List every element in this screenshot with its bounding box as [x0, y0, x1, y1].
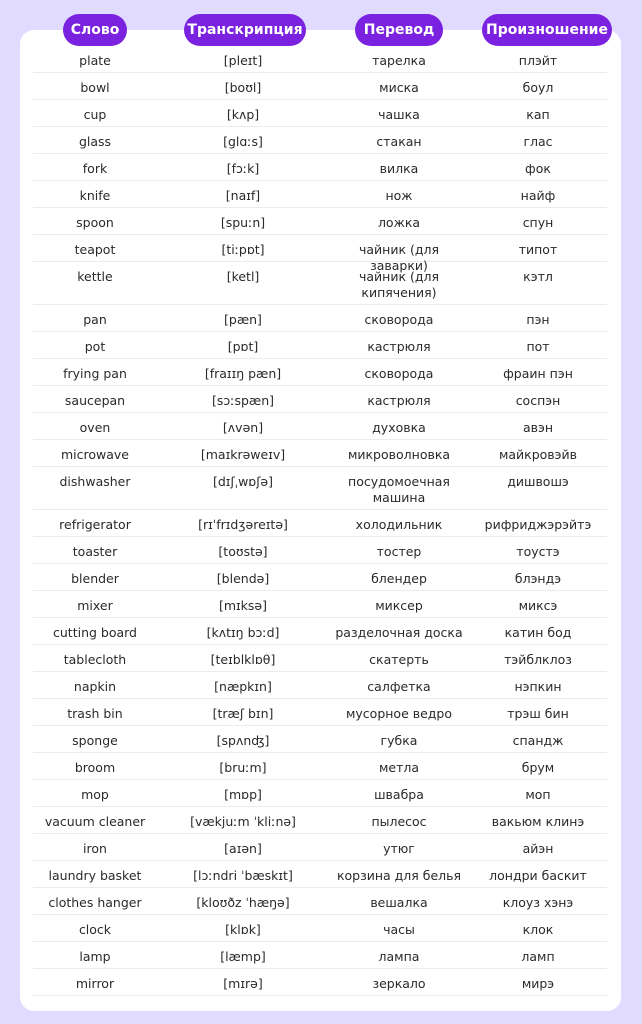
cell-transcription: [sɔːspæn] [212, 393, 274, 408]
column-header-word: Слово [63, 14, 127, 46]
cell-translation: кастрюля [367, 339, 431, 354]
table-row [33, 208, 607, 235]
cell-translation: вилка [379, 161, 419, 176]
cell-pronunciation: миксэ [518, 598, 558, 613]
cell-translation: лампа [378, 949, 420, 964]
cell-pronunciation: кап [526, 107, 550, 122]
cell-translation: корзина для белья [336, 868, 462, 883]
cell-transcription: [mɒp] [224, 787, 262, 802]
table-row [33, 467, 607, 510]
cell-translation: посудомоечная машина [348, 474, 450, 505]
table-row [33, 564, 607, 591]
cell-pronunciation: пэн [526, 312, 550, 327]
cell-translation: сковорода [364, 366, 434, 381]
cell-pronunciation: нэпкин [514, 679, 562, 694]
cell-word: refrigerator [59, 517, 131, 532]
cell-pronunciation: типот [518, 242, 558, 257]
cell-word: mirror [75, 976, 115, 991]
cell-pronunciation: авэн [522, 420, 554, 435]
table-row [33, 807, 607, 834]
cell-pronunciation: ламп [521, 949, 555, 964]
table-row [33, 440, 607, 467]
cell-translation: кастрюля [367, 393, 431, 408]
table-row [33, 386, 607, 413]
cell-word: toaster [72, 544, 118, 559]
cell-pronunciation: фок [525, 161, 551, 176]
cell-transcription: [rɪˈfrɪdʒəreɪtə] [198, 517, 288, 532]
cell-pronunciation: фраин пэн [503, 366, 573, 381]
cell-word: dishwasher [59, 474, 131, 489]
cell-transcription: [mɪrə] [223, 976, 263, 991]
cell-transcription: [teɪblklɒθ] [210, 652, 276, 667]
cell-word: cutting board [53, 625, 137, 640]
cell-word: knife [79, 188, 111, 203]
cell-translation: нож [385, 188, 413, 203]
cell-pronunciation: плэйт [518, 53, 558, 68]
cell-pronunciation: глас [523, 134, 553, 149]
cell-word: frying pan [63, 366, 127, 381]
cell-translation: утюг [383, 841, 415, 856]
vocabulary-table [33, 46, 607, 996]
cell-word: trash bin [67, 706, 123, 721]
table-row [33, 726, 607, 753]
cell-transcription: [tiːpɒt] [221, 242, 265, 257]
cell-word: laundry basket [48, 868, 142, 883]
table-row [33, 305, 607, 332]
cell-pronunciation: тоустэ [516, 544, 560, 559]
cell-translation: блендер [371, 571, 427, 586]
cell-translation: метла [378, 760, 420, 775]
cell-transcription: [spuːn] [220, 215, 266, 230]
cell-pronunciation: майкровэйв [498, 447, 578, 462]
cell-word: plate [79, 53, 111, 68]
cell-translation: холодильник [355, 517, 443, 532]
cell-pronunciation: рифриджэрэйтэ [484, 517, 592, 532]
cell-word: clock [78, 922, 112, 937]
cell-transcription: [kʌtɪŋ bɔːd] [206, 625, 280, 640]
column-header-transcription: Транскрипция [184, 14, 306, 46]
cell-transcription: [lɔːndri ˈbæskɪt] [193, 868, 293, 883]
cell-word: clothes hanger [48, 895, 142, 910]
cell-pronunciation: спандж [512, 733, 564, 748]
cell-transcription: [maɪkrəweɪv] [200, 447, 286, 462]
cell-translation: чайник (для заварки) [358, 242, 440, 273]
table-row [33, 969, 607, 996]
table-row [33, 154, 607, 181]
table-row [33, 915, 607, 942]
cell-translation: ложка [377, 215, 421, 230]
cell-pronunciation: клок [522, 922, 554, 937]
cell-pronunciation: соспэн [515, 393, 561, 408]
cell-word: kettle [77, 269, 113, 284]
cell-transcription: [pleɪt] [223, 53, 263, 68]
cell-word: mop [81, 787, 109, 802]
cell-translation: тарелка [372, 53, 426, 68]
table-row [33, 235, 607, 273]
cell-transcription: [læmp] [220, 949, 266, 964]
cell-pronunciation: блэндэ [514, 571, 562, 586]
cell-transcription: [glɑːs] [223, 134, 263, 149]
table-row [33, 699, 607, 726]
cell-pronunciation: тэйблклоз [504, 652, 572, 667]
cell-transcription: [pɒt] [227, 339, 259, 354]
cell-transcription: [bruːm] [219, 760, 267, 775]
cell-transcription: [pæn] [224, 312, 262, 327]
cell-transcription: [kloʊðz ˈhæŋə] [196, 895, 290, 910]
table-row [33, 618, 607, 645]
cell-word: broom [74, 760, 116, 775]
cell-translation: мусорное ведро [345, 706, 453, 721]
cell-pronunciation: клоуз хэнэ [502, 895, 574, 910]
cell-transcription: [fraɪɪŋ pæn] [204, 366, 282, 381]
cell-pronunciation: моп [525, 787, 551, 802]
cell-translation: часы [383, 922, 415, 937]
cell-word: mixer [77, 598, 113, 613]
table-row [33, 537, 607, 564]
cell-pronunciation: пот [526, 339, 550, 354]
cell-translation: миска [379, 80, 419, 95]
cell-word: blender [71, 571, 119, 586]
table-row [33, 861, 607, 888]
cell-translation: пылесос [371, 814, 427, 829]
cell-pronunciation: дишвошэ [507, 474, 569, 489]
table-row [33, 413, 607, 440]
cell-transcription: [dɪʃˌwɒʃə] [212, 474, 274, 489]
cell-translation: швабра [374, 787, 424, 802]
cell-pronunciation: вакьюм клинэ [491, 814, 585, 829]
cell-word: cup [83, 107, 107, 122]
cell-pronunciation: катин бод [504, 625, 572, 640]
table-row [33, 46, 607, 73]
table-row [33, 262, 607, 305]
cell-pronunciation: айэн [522, 841, 554, 856]
cell-pronunciation: брум [521, 760, 555, 775]
table-row [33, 780, 607, 807]
cell-translation: салфетка [367, 679, 431, 694]
table-row [33, 942, 607, 969]
cell-translation: духовка [372, 420, 426, 435]
cell-pronunciation: трэш бин [507, 706, 569, 721]
cell-transcription: [kʌp] [226, 107, 260, 122]
table-header [0, 14, 642, 46]
table-row [33, 100, 607, 127]
cell-transcription: [mɪksə] [218, 598, 268, 613]
cell-word: pan [83, 312, 107, 327]
table-row [33, 332, 607, 359]
cell-word: iron [83, 841, 107, 856]
cell-word: glass [78, 134, 112, 149]
cell-translation: разделочная доска [335, 625, 463, 640]
cell-translation: скатерть [369, 652, 429, 667]
table-row [33, 645, 607, 672]
table-row [33, 127, 607, 154]
cell-word: bowl [80, 80, 110, 95]
cell-transcription: [ketl] [226, 269, 260, 284]
cell-pronunciation: кэтл [523, 269, 553, 284]
cell-transcription: [spʌnʤ] [216, 733, 270, 748]
cell-word: oven [79, 420, 111, 435]
cell-translation: чайник (для кипячения) [358, 269, 440, 300]
cell-word: pot [84, 339, 106, 354]
cell-pronunciation: спун [522, 215, 554, 230]
cell-word: lamp [79, 949, 111, 964]
table-row [33, 591, 607, 618]
cell-word: spoon [76, 215, 114, 230]
cell-translation: губка [380, 733, 418, 748]
table-row [33, 181, 607, 208]
table-row [33, 672, 607, 699]
cell-word: napkin [73, 679, 117, 694]
cell-transcription: [toʊstə] [218, 544, 268, 559]
table-row [33, 834, 607, 861]
cell-word: tablecloth [63, 652, 127, 667]
cell-transcription: [træʃ bɪn] [212, 706, 274, 721]
cell-word: vacuum cleaner [44, 814, 146, 829]
cell-pronunciation: лондри баскит [489, 868, 587, 883]
cell-transcription: [fɔːk] [226, 161, 260, 176]
cell-transcription: [blendə] [216, 571, 270, 586]
cell-word: fork [82, 161, 108, 176]
cell-translation: вешалка [370, 895, 428, 910]
cell-transcription: [naɪf] [225, 188, 261, 203]
cell-word: microwave [60, 447, 129, 462]
table-row [33, 73, 607, 100]
cell-transcription: [ʌvən] [222, 420, 264, 435]
cell-translation: чашка [378, 107, 420, 122]
cell-transcription: [klɒk] [225, 922, 261, 937]
cell-transcription: [næpkɪn] [214, 679, 272, 694]
cell-word: saucepan [64, 393, 126, 408]
table-row [33, 359, 607, 386]
cell-translation: тостер [376, 544, 422, 559]
column-header-translation: Перевод [355, 14, 443, 46]
cell-transcription: [vækjuːm ˈkliːnə] [190, 814, 296, 829]
cell-transcription: [boʊl] [224, 80, 262, 95]
cell-pronunciation: мирэ [521, 976, 555, 991]
cell-word: teapot [74, 242, 116, 257]
table-row [33, 888, 607, 915]
cell-word: sponge [72, 733, 118, 748]
cell-translation: сковорода [364, 312, 434, 327]
table-row [33, 510, 607, 537]
cell-translation: микроволновка [347, 447, 451, 462]
column-header-pronunciation: Произношение [482, 14, 612, 46]
cell-pronunciation: боул [522, 80, 554, 95]
cell-translation: миксер [375, 598, 423, 613]
cell-pronunciation: найф [520, 188, 556, 203]
cell-translation: стакан [376, 134, 422, 149]
cell-translation: зеркало [372, 976, 426, 991]
table-row [33, 753, 607, 780]
cell-transcription: [aɪən] [224, 841, 262, 856]
